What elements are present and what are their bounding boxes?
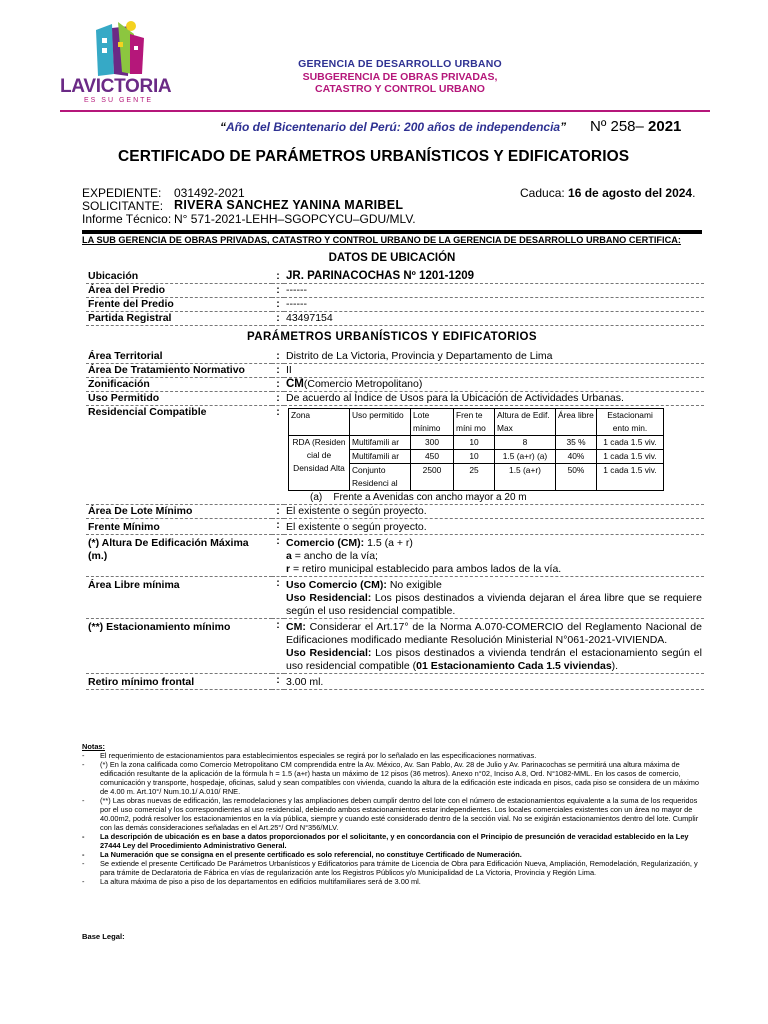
area-libre-value <box>284 577 704 619</box>
expediente-label: EXPEDIENTE: <box>82 186 162 200</box>
estac-cell: 1 cada 1.5 viv. <box>597 464 664 491</box>
parametros-section-title: PARÁMETROS URBANÍSTICOS Y EDIFICATORIOS <box>247 331 537 343</box>
altura-line-2: a = ancho de la vía; <box>286 550 378 562</box>
list-item: - (*) En la zona calificada como Comercio Metropolitano CM comprendida entre la Av. México, Av. San Pablo, Av. 28 de Julio y Av. Parinacochas se permitirá una altura máxima de edificación resultante de la aplicación de la fórmula h = 1.5 (a+r) hasta un máximo de 12 pisos (36 metros). Anexo n°02, Inciso A.8, Ord. N°1082-MML. En los casos de comercio, comunicación y transporte, hospedaje, oficinas, salud y sean compatibles con vivienda, cuando la altura de la edificación este indicada en pisos, cada piso se considera de un máximo de 4.00 m. Art.10°/ Num.10.1/ A.010/ RNE. <box>82 760 702 796</box>
frente-predio-value: ------ <box>284 298 704 312</box>
header-divider <box>60 110 710 112</box>
frente-predio-label: Frente del Predio <box>86 298 272 312</box>
list-item: - (**) Las obras nuevas de edificación, las remodelaciones y las ampliaciones deben cumplir dentro del lote con el número de estacionamientos equivalente a la suma de los requeridos por el uso comercial y los correspondientes al uso residencial, debiendo ambos estacionamientos estar independientes. Los locales comerciales existentes con un área no mayor de 40.00m2, podrá resolver los estacionamientos en la vía pública, siempre y cuando esté considerado dentro de la sección vial. No se exigirán estacionamientos dentro del lote. Cumplir con las demás consideraciones señaladas en el Art.25°/ Ord N°356/MLV. <box>82 796 702 832</box>
caduca-label: Caduca: <box>520 186 565 200</box>
area-predio-value: ------ <box>284 284 704 298</box>
lote-cell: 2500 <box>411 464 454 491</box>
altura-line-1: Comercio (CM): 1.5 (a + r) <box>286 537 413 549</box>
residencial-note-key: (a) <box>310 492 323 503</box>
retiro-value: 3.00 ml. <box>284 674 704 690</box>
header-line-1: GERENCIA DE DESARROLLO URBANO <box>298 58 502 70</box>
table-row: (*) Altura De Edificación Máxima (m.) : Comercio (CM): 1.5 (a + r) a = ancho de la vía; r = retiro municipal establecido para ambos lados de la vía. <box>86 535 704 577</box>
partida-value: 43497154 <box>284 312 704 326</box>
table-row: Partida Registral : 43497154 <box>86 312 704 326</box>
header-line-2: SUBGERENCIA DE OBRAS PRIVADAS, <box>302 71 498 83</box>
table-row: Frente Mínimo : El existente o según proyecto. <box>86 519 704 535</box>
residencial-table <box>288 408 664 491</box>
notes <box>82 742 702 886</box>
table-row: Área del Predio : ------ <box>86 284 704 298</box>
municipality-logo <box>58 20 188 110</box>
table-row <box>289 409 664 436</box>
tratamiento-label: Área De Tratamiento Normativo <box>86 364 272 378</box>
certifica-statement: LA SUB GERENCIA DE OBRAS PRIVADAS, CATASTRO Y CONTROL URBANO DE LA GERENCIA DE DESARROLLO URBANO CERTIFICA: <box>82 230 702 245</box>
frente-minimo-value: El existente o según proyecto. <box>284 519 704 535</box>
header-zona: Zona <box>289 409 350 436</box>
logo-slogan: ES SU GENTE <box>84 97 154 104</box>
table-row: Retiro mínimo frontal : 3.00 ml. <box>86 674 704 690</box>
notes-list <box>82 751 702 886</box>
lote-cell: 300 <box>411 436 454 450</box>
frente-cell: 10 <box>454 450 495 464</box>
table-row: Zonificación : CM(Comercio Metropolitano) <box>86 378 704 392</box>
area-libre-line-1: Uso Comercio (CM): No exigible <box>286 579 442 591</box>
document-title: CERTIFICADO DE PARÁMETROS URBANÍSTICOS Y EDIFICATORIOS <box>118 148 630 165</box>
zona-cell: RDA (Residen cial de Densidad Alta <box>289 436 350 491</box>
frente-cell: 10 <box>454 436 495 450</box>
certificate-number <box>590 118 681 135</box>
lote-cell: 450 <box>411 450 454 464</box>
altura-cell: 8 <box>495 436 556 450</box>
list-item: - El requerimiento de estacionamientos para establecimientos especiales se regirá por lo señalado en las especificaciones normativas. <box>82 751 702 760</box>
retiro-label: Retiro mínimo frontal <box>86 674 272 690</box>
residencial-note-text: Frente a Avenidas con ancho mayor a 20 m <box>333 492 527 503</box>
tratamiento-value: II <box>284 364 704 378</box>
zonificacion-label: Zonificación <box>86 378 272 392</box>
solicitante-value: RIVERA SANCHEZ YANINA MARIBEL <box>174 198 404 212</box>
table-row: Residencial Compatible : Zona Uso permitido Lote mínimo Fren te míni mo Altura de Edif. Max Área libre Estacionami ento min. RDA (Residen cial de Densidad Alta Multifamili ar 300 10 8 35 % 1 cada 1.5 viv. Multifamili ar 450 10 1.5 (a+r) (a) 40% 1 cada 1.5 viv. Conjunto Residenci al 2500 25 1.5 (a+r) 50% 1 cada 1.5 viv. (a) Frente a Avenidas con ancho mayor a 20 m <box>86 406 704 505</box>
estacionamiento-line-1: CM: Considerar el Art.17° de la Norma A.070-COMERCIO del Reglamento Nacional de Edificaciones modificado mediante Resolución Ministerial N°061-2021-VIVIENDA. <box>286 621 702 646</box>
table-row: Ubicación : JR. PARINACOCHAS Nº 1201-1209 <box>86 270 704 284</box>
area-libre-line-2: Uso Residencial: Los pisos destinados a vivienda dejaran el área libre que se requiere según el uso residencial compatible. <box>286 592 702 617</box>
header-frente: Fren te míni mo <box>454 409 495 436</box>
frente-minimo-label: Frente Mínimo <box>86 519 272 535</box>
table-row: Frente del Predio : ------ <box>86 298 704 312</box>
estac-cell: 1 cada 1.5 viv. <box>597 436 664 450</box>
area-predio-label: Área del Predio <box>86 284 272 298</box>
zonificacion-desc: (Comercio Metropolitano) <box>303 378 423 390</box>
table-row: Área Territorial : Distrito de La Victoria, Provincia y Departamento de Lima <box>86 350 704 364</box>
lote-minimo-value: El existente o según proyecto. <box>284 505 704 519</box>
header-area-libre: Área libre <box>556 409 597 436</box>
base-legal-label: Base Legal: <box>82 932 125 941</box>
ubicacion-table <box>86 270 704 326</box>
header-uso: Uso permitido <box>350 409 411 436</box>
header-estacionamiento: Estacionami ento min. <box>597 409 664 436</box>
zonificacion-code: CM <box>286 378 304 390</box>
header-lines-2 <box>240 71 560 95</box>
altura-cell: 1.5 (a+r) <box>495 464 556 491</box>
list-item: - La altura máxima de piso a piso de los departamentos en edificios multifamiliares será de 3.00 ml. <box>82 877 702 886</box>
parametros-table <box>86 350 704 690</box>
estacionamiento-value <box>284 619 704 674</box>
ubicacion-section-title: DATOS DE UBICACIÓN <box>328 252 456 264</box>
table-row: (**) Estacionamiento mínimo : CM: Considerar el Art.17° de la Norma A.070-COMERCIO del Reglamento Nacional de Edificaciones modificado mediante Resolución Ministerial N°061-2021-VIVIENDA. Uso Residencial: Los pisos destinados a vivienda tendrán el estacionamiento según el uso residencial compatible (01 Estacionamiento Cada 1.5 viviendas). <box>88 619 702 672</box>
informe-value: N° 571-2021-LEHH–SGOPCYCU–GDU/MLV. <box>174 212 416 226</box>
list-item: - La Numeración que se consigna en el presente certificado es solo referencial, no constituye Certificado de Numeración. <box>82 850 702 859</box>
area-territorial-value: Distrito de La Victoria, Provincia y Departamento de Lima <box>284 350 704 364</box>
partida-label: Partida Registral <box>86 312 272 326</box>
residencial-value <box>284 406 704 505</box>
estacionamiento-label: (**) Estacionamiento mínimo <box>86 619 272 674</box>
table-row: Área De Tratamiento Normativo : II <box>86 364 704 378</box>
caduca: Caduca: 16 de agosto del 2024. <box>520 186 696 200</box>
uso-permitido-label: Uso Permitido <box>86 392 272 406</box>
residencial-note <box>286 491 702 504</box>
table-row <box>289 436 664 450</box>
solicitante-label: SOLICITANTE: <box>82 199 164 213</box>
header-lote: Lote mínimo <box>411 409 454 436</box>
certificate-year: 2021 <box>648 118 682 135</box>
ubicacion-label: Ubicación <box>86 270 272 284</box>
frente-cell: 25 <box>454 464 495 491</box>
expediente-value: 031492-2021 <box>174 186 245 200</box>
caduca-value: 16 de agosto del 2024 <box>568 186 693 200</box>
altura-value <box>284 535 704 577</box>
altura-cell: 1.5 (a+r) (a) <box>495 450 556 464</box>
lote-minimo-label: Área De Lote Mínimo <box>86 505 272 519</box>
certificate-number-prefix: Nº 258– <box>590 118 644 135</box>
informe-label: Informe Técnico: <box>82 212 172 226</box>
table-row: Área De Lote Mínimo : El existente o según proyecto. <box>86 505 704 519</box>
year-motto: “Año del Bicentenario del Perú: 200 años de independencia” <box>220 120 567 134</box>
altura-label: (*) Altura De Edificación Máxima (m.) <box>86 535 272 577</box>
uso-permitido-value: De acuerdo al Índice de Usos para la Ubicación de Actividades Urbanas. <box>284 392 704 406</box>
area-libre-label: Área Libre mínima <box>86 577 272 619</box>
libre-cell: 40% <box>556 450 597 464</box>
area-territorial-label: Área Territorial <box>86 350 272 364</box>
uso-cell: Multifamili ar <box>350 450 411 464</box>
uso-cell: Multifamili ar <box>350 436 411 450</box>
estacionamiento-line-2: Uso Residencial: Los pisos destinados a vivienda tendrán el estacionamiento según el uso residencial compatible (01 Estacionamiento Cada 1.5 viviendas). <box>286 647 702 672</box>
notes-title: Notas: <box>82 742 105 751</box>
year-motto-text: Año del Bicentenario del Perú: 200 años de independencia <box>226 120 561 134</box>
libre-cell: 35 % <box>556 436 597 450</box>
header-altura: Altura de Edif. Max <box>495 409 556 436</box>
ubicacion-value: JR. PARINACOCHAS Nº 1201-1209 <box>284 270 704 284</box>
zonificacion-value <box>284 378 704 392</box>
uso-cell: Conjunto Residenci al <box>350 464 411 491</box>
altura-line-3: r = retiro municipal establecido para ambos lados de la vía. <box>286 563 562 575</box>
logo-text: LAVICTORIA <box>60 76 172 97</box>
residencial-label: Residencial Compatible <box>86 406 272 505</box>
libre-cell: 50% <box>556 464 597 491</box>
estac-cell: 1 cada 1.5 viv. <box>597 450 664 464</box>
table-row: Área Libre mínima : Uso Comercio (CM): No exigible Uso Residencial: Los pisos destinados a vivienda dejaran el área libre que se requiere según el uso residencial compatible. <box>88 577 702 617</box>
header-line-3: CATASTRO Y CONTROL URBANO <box>315 83 485 95</box>
list-item: - Se extiende el presente Certificado De Parámetros Urbanísticos y Edificatorios para trámite de Licencia de Obra para Edificación Nueva, Ampliación, Remodelación, Regularización, y para trámite de Declaratoria de Fábrica en vías de regularización ante los Registros Públicos y/o Municipalidad de La Victoria, Provincia y Región Lima. <box>82 859 702 877</box>
list-item: - La descripción de ubicación es en base a datos proporcionados por el solicitante, y en concordancia con el Principio de presunción de veracidad establecido en la Ley 27444 Ley del Procedimiento Administrativo General. <box>82 832 702 850</box>
table-row: Uso Permitido : De acuerdo al Índice de Usos para la Ubicación de Actividades Urbanas. <box>86 392 704 406</box>
